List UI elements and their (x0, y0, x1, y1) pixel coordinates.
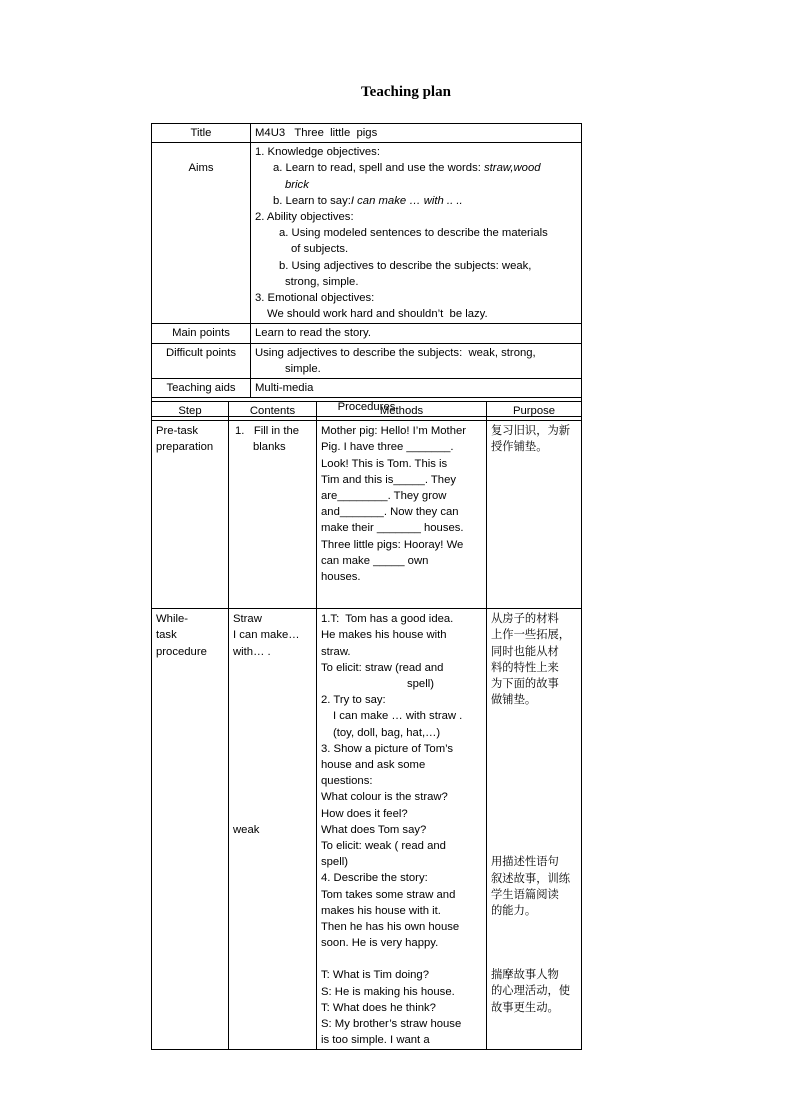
methods-cell: Mother pig: Hello! I’m Mother Pig. I have three _______. Look! This is Tom. This is Tim and this is_____. They are________. They grow and_______. Now they can make their _______ houses. Three little pigs: Hooray! We can make _____ own houses. (317, 421, 487, 609)
knowledge-heading: 1. Knowledge objectives: (255, 146, 380, 159)
table-row (152, 421, 582, 609)
aims-content (251, 143, 582, 324)
knowledge-b: b. Learn to say:I can make … with .. .. (273, 194, 463, 207)
column-header: Purpose (487, 402, 582, 421)
main-points-label: Main points (152, 324, 251, 343)
purpose-cell: 从房子的材料 上作一些拓展， 同时也能从材 料的特性上来 为下面的故事 做铺垫。 用描述性语句 叙述故事，训练 学生语篇阅读 的能力。 揣摩故事人物 的心理活动，使 故事更生动。 (487, 609, 582, 1050)
title-label: Title (152, 124, 251, 143)
column-header: Contents (229, 402, 317, 421)
aims-row (152, 143, 582, 324)
emotional-line: We should work hard and shouldn’t be lazy. (267, 308, 488, 321)
teaching-aids-label: Teaching aids (152, 379, 251, 398)
knowledge-a-cont: brick (285, 178, 309, 191)
plan-header-table (151, 123, 582, 417)
title-value: M4U3 Three little pigs (251, 124, 582, 143)
step-cell: While- task procedure (152, 609, 229, 1050)
methods-cell: 1.T: Tom has a good idea. He makes his house with straw. To elicit: straw (read and spell) 2. Try to say: I can make … with straw . (toy, doll, bag, hat,…) 3. Show a picture of Tom’s house and ask some questions: What colour is the straw? How does it feel? What does Tom say? To elicit: weak ( read and spell) 4. Describe the story: Tom takes some straw and makes his house with it. Then he has his own house soon. He is very happy. T: What is Tim doing? S: He is making his house. T: What does he think? S: My brother’s straw house is too simple. I want a (317, 609, 487, 1050)
main-points-value: Learn to read the story. (251, 324, 582, 343)
ability-a-cont: of subjects. (291, 243, 349, 256)
page-title: Teaching plan (361, 84, 451, 100)
ability-b-cont: strong, simple. (285, 275, 359, 288)
column-header: Step (152, 402, 229, 421)
contents-cell: Straw I can make… with… . weak (229, 609, 317, 1050)
aims-label: Aims (152, 143, 251, 324)
difficult-points-row (152, 343, 582, 378)
table-row (152, 609, 582, 1050)
procedures-header-row (152, 402, 582, 421)
main-points-row (152, 324, 582, 343)
ability-b: b. Using adjectives to describe the subjects: weak, (279, 259, 532, 272)
knowledge-a: a. Learn to read, spell and use the words: straw,wood (273, 162, 541, 175)
ability-heading: 2. Ability objectives: (255, 211, 354, 224)
procedures-table (151, 401, 582, 1050)
emotional-heading: 3. Emotional objectives: (255, 292, 375, 305)
contents-cell: 1. Fill in the blanks (229, 421, 317, 609)
procedures-heading: Procedures (152, 398, 582, 417)
step-cell: Pre-task preparation (152, 421, 229, 609)
ability-a: a. Using modeled sentences to describe the materials (279, 227, 548, 240)
difficult-points-value: Using adjectives to describe the subjects: weak, strong, simple. (251, 343, 582, 378)
purpose-cell: 复习旧识，为新 授作铺垫。 (487, 421, 582, 609)
teaching-aids-row (152, 379, 582, 398)
difficult-points-label: Difficult points (152, 343, 251, 378)
column-header: Methods (317, 402, 487, 421)
title-row (152, 124, 582, 143)
teaching-aids-value: Multi-media (251, 379, 582, 398)
